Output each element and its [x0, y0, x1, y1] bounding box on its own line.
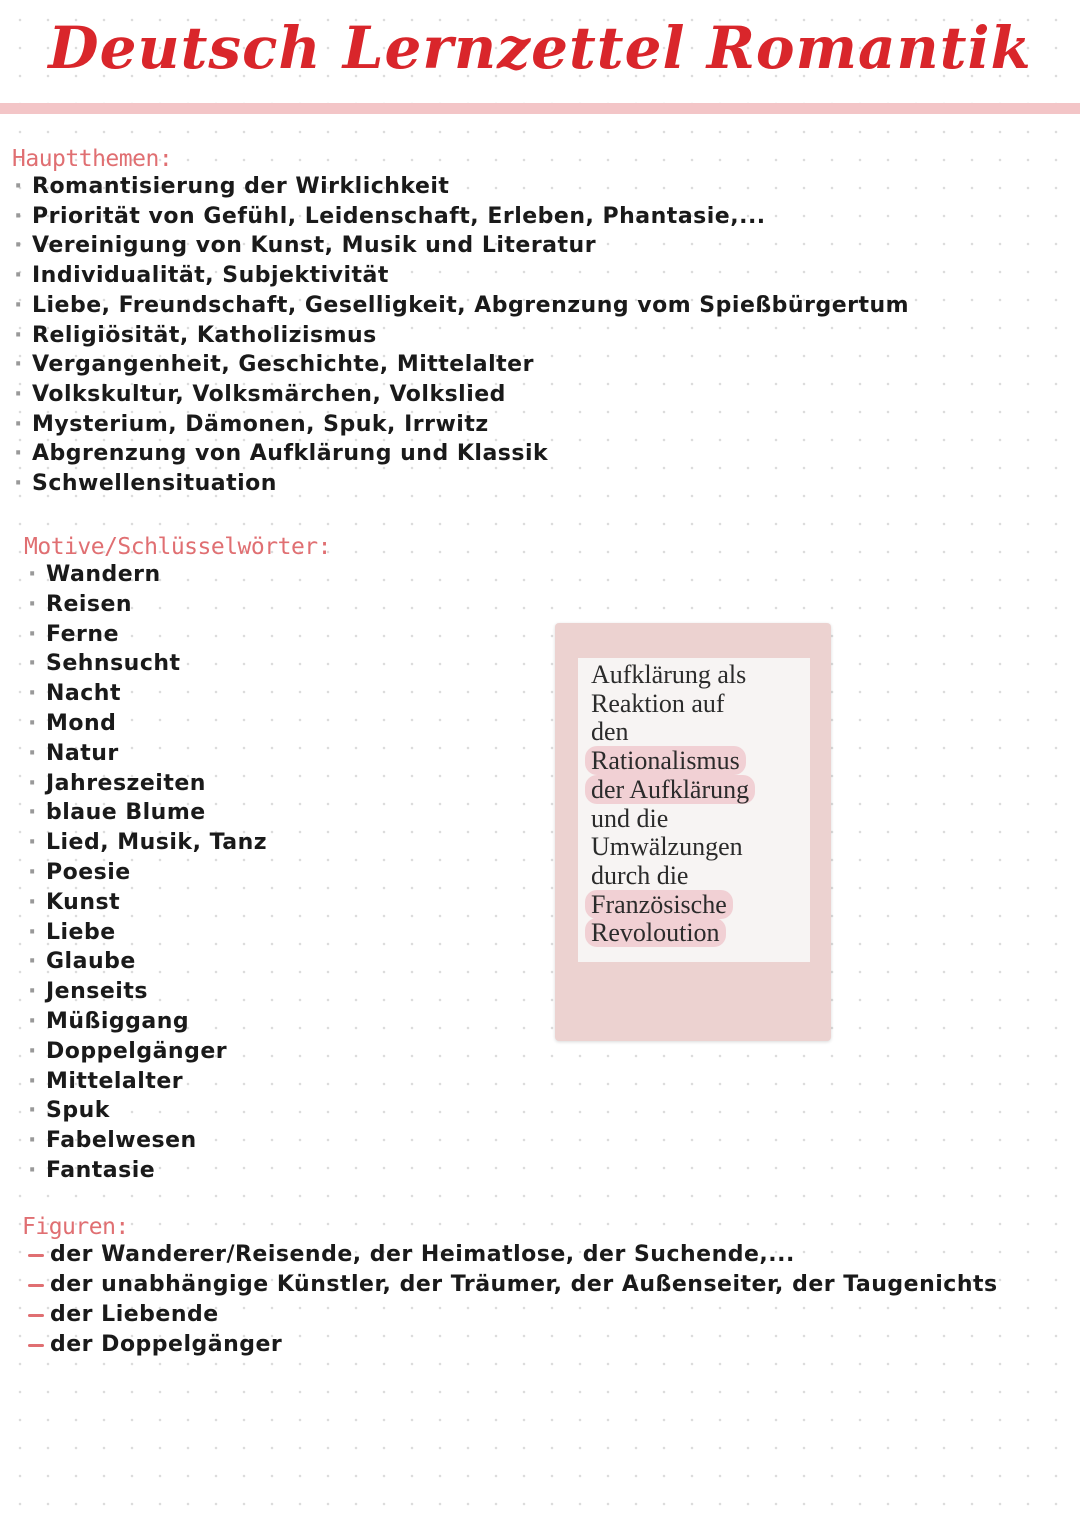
list-item: · blaue Blume	[46, 798, 331, 828]
card-line: Reaktion auf	[591, 688, 725, 718]
list-item: · Ferne	[46, 620, 331, 650]
figures-list	[28, 1240, 998, 1360]
note-card	[555, 623, 831, 1041]
themes-heading: Hauptthemen:	[12, 146, 173, 172]
list-item: · Kunst	[46, 888, 331, 918]
page-title: Deutsch Lernzettel Romantik	[48, 14, 1032, 82]
card-line-highlighted: Französische	[585, 890, 733, 919]
list-item: · Doppelgänger	[46, 1037, 331, 1067]
list-item: · Abgrenzung von Aufklärung und Klassik	[32, 439, 909, 469]
list-item: · Wandern	[46, 560, 331, 590]
list-item: der unabhängige Künstler, der Träumer, der Außenseiter, der Taugenichts	[28, 1270, 998, 1300]
list-item: · Liebe, Freundschaft, Geselligkeit, Abgrenzung vom Spießbürgertum	[32, 291, 909, 321]
list-item: · Fabelwesen	[46, 1126, 331, 1156]
card-line: Umwälzungen	[591, 832, 743, 862]
list-item: · Reisen	[46, 590, 331, 620]
list-item: · Mond	[46, 709, 331, 739]
list-item: · Fantasie	[46, 1156, 331, 1186]
note-card-text	[578, 658, 810, 962]
card-line: Aufklärung als	[591, 660, 747, 689]
list-item: · Nacht	[46, 679, 331, 709]
list-item: · Poesie	[46, 858, 331, 888]
list-item: · Liebe	[46, 918, 331, 948]
list-item: · Romantisierung der Wirklichkeit	[32, 172, 909, 202]
list-item: · Religiösität, Katholizismus	[32, 321, 909, 351]
card-line-highlighted: Revoloution	[585, 918, 726, 947]
motives-heading: Motive/Schlüsselwörter:	[24, 534, 331, 560]
list-item: der Wanderer/Reisende, der Heimatlose, der Suchende,...	[28, 1240, 998, 1270]
list-item: · Lied, Musik, Tanz	[46, 828, 331, 858]
figures-heading: Figuren:	[22, 1214, 129, 1240]
list-item: · Mysterium, Dämonen, Spuk, Irrwitz	[32, 410, 909, 440]
list-item: · Jenseits	[46, 977, 331, 1007]
list-item: · Volkskultur, Volksmärchen, Volkslied	[32, 380, 909, 410]
themes-section	[12, 146, 909, 499]
list-item: · Vereinigung von Kunst, Musik und Literatur	[32, 231, 909, 261]
list-item: · Müßiggang	[46, 1007, 331, 1037]
figures-section	[22, 1214, 998, 1360]
themes-list	[32, 172, 909, 499]
card-line-highlighted: Rationalismus	[585, 746, 746, 775]
list-item: · Vergangenheit, Geschichte, Mittelalter	[32, 350, 909, 380]
motives-list	[46, 560, 331, 1186]
list-item: · Priorität von Gefühl, Leidenschaft, Erleben, Phantasie,...	[32, 202, 909, 232]
card-line: und die	[591, 803, 669, 833]
list-item: · Schwellensituation	[32, 469, 909, 499]
list-item: · Spuk	[46, 1096, 331, 1126]
card-line: den	[591, 717, 629, 747]
list-item: der Doppelgänger	[28, 1330, 998, 1360]
list-item: · Natur	[46, 739, 331, 769]
card-line: durch die	[591, 860, 689, 890]
list-item: · Mittelalter	[46, 1067, 331, 1097]
list-item: · Glaube	[46, 947, 331, 977]
list-item: · Individualität, Subjektivität	[32, 261, 909, 291]
title-underline	[0, 103, 1080, 114]
card-line-highlighted: der Aufklärung	[585, 775, 755, 804]
motives-section	[24, 534, 331, 1186]
list-item: · Sehnsucht	[46, 649, 331, 679]
list-item: · Jahreszeiten	[46, 769, 331, 799]
list-item: der Liebende	[28, 1300, 998, 1330]
